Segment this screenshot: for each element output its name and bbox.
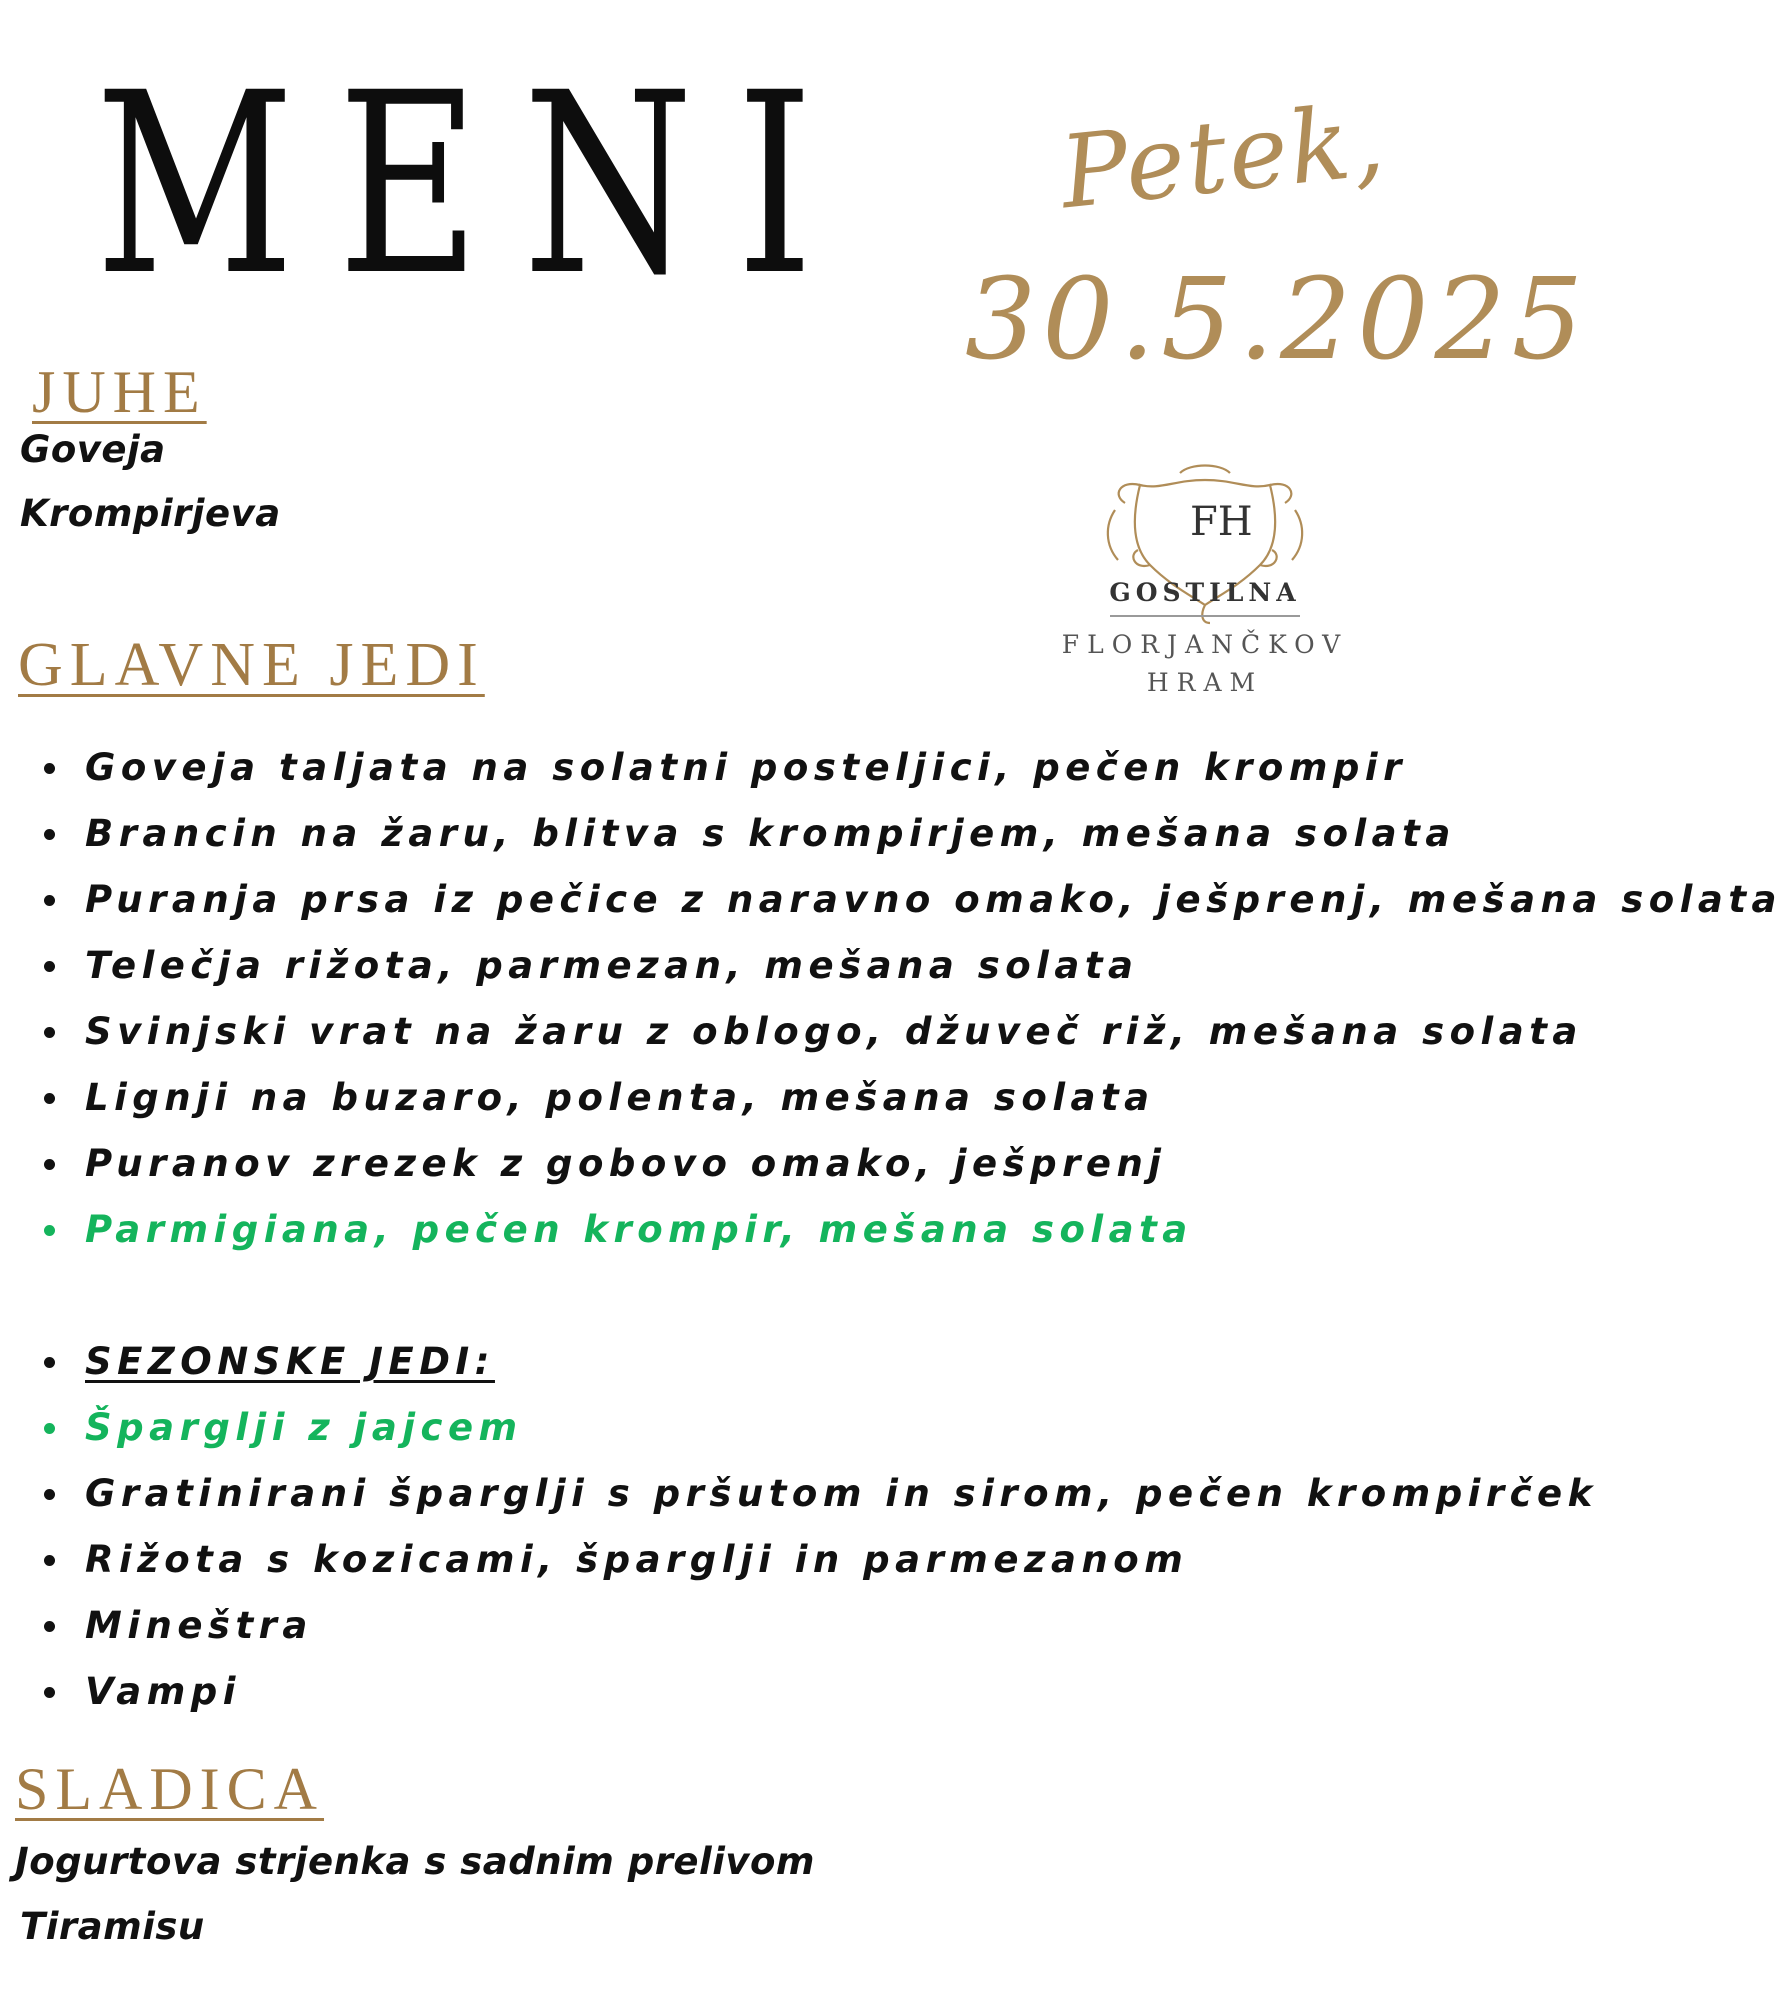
list-item: Brancin na žaru, blitva s krompirjem, mešana solata <box>0 801 1545 867</box>
list-item: Puranja prsa iz pečice z naravno omako, ješprenj, mešana solata <box>0 867 1545 933</box>
list-item: Gratinirani šparglji s pršutom in sirom, pečen krompirček <box>0 1461 1545 1527</box>
logo-name-line2: HRAM <box>1146 668 1264 697</box>
main-dishes-list <box>0 735 1782 1725</box>
soup-item: Goveja <box>20 428 166 471</box>
list-item: Rižota s kozicami, šparglji in parmezanom <box>0 1527 1545 1593</box>
seasonal-heading: SEZONSKE JEDI: <box>85 1340 495 1383</box>
menu-title: MENI <box>95 39 857 330</box>
monogram-f: FH <box>1190 499 1253 545</box>
list-item: Vampi <box>0 1659 1545 1725</box>
dessert-item: Tiramisu <box>20 1905 205 1948</box>
list-item-highlight: Šparglji z jajcem <box>0 1395 1545 1461</box>
list-item: Goveja taljata na solatni posteljici, pečen krompir <box>0 735 1545 801</box>
section-heading-sladica: SLADICA <box>15 1756 325 1822</box>
list-item: Svinjski vrat na žaru z oblogo, džuveč riž, mešana solata <box>0 999 1545 1065</box>
list-item: Lignji na buzaro, polenta, mešana solata <box>0 1065 1545 1131</box>
section-heading-juhe: JUHE <box>32 359 207 425</box>
list-item: Puranov zrezek z gobovo omako, ješprenj <box>0 1131 1545 1197</box>
seasonal-heading-item <box>0 1329 1545 1395</box>
logo-gostilna: GOSTILNA <box>1109 578 1301 607</box>
section-heading-glavne-jedi: GLAVNE JEDI <box>18 631 485 699</box>
soup-item: Krompirjeva <box>20 492 281 535</box>
list-item-highlight: Parmigiana, pečen krompir, mešana solata <box>0 1197 1545 1263</box>
date-label: 30.5.2025 <box>965 255 1590 385</box>
dessert-item: Jogurtova strjenka s sadnim prelivom <box>15 1840 815 1883</box>
day-label: Petek, <box>1055 80 1392 232</box>
logo-name-line1: FLORJANČKOV <box>1061 630 1349 659</box>
list-item: Telečja rižota, parmezan, mešana solata <box>0 933 1545 999</box>
list-spacer <box>0 1263 1545 1329</box>
list-item: Mineštra <box>0 1593 1545 1659</box>
logo-divider <box>1110 615 1300 617</box>
